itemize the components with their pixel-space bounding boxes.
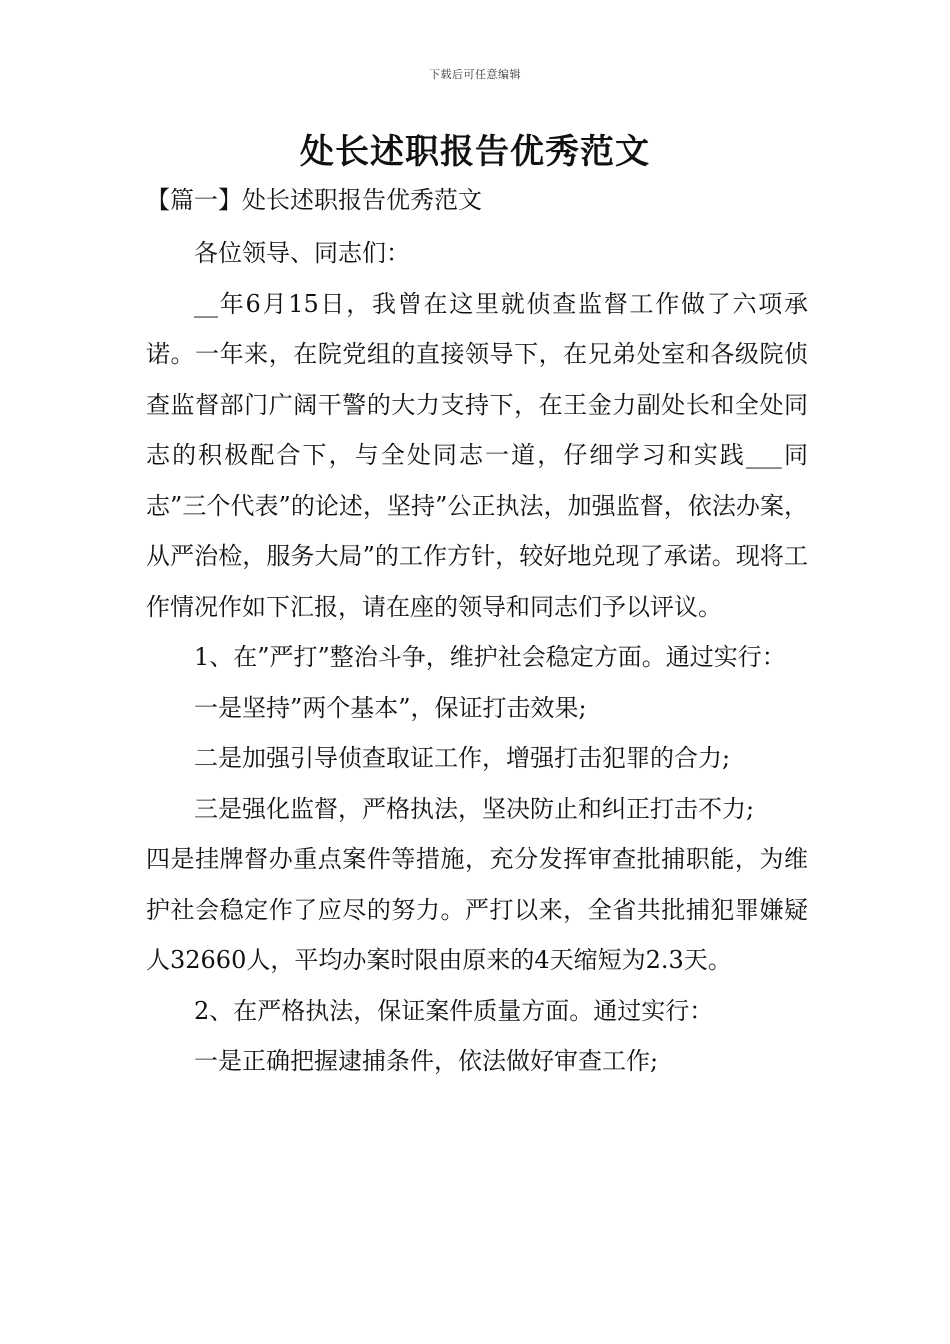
intro-paragraph: __年6月15日，我曾在这里就侦查监督工作做了六项承诺。一年来，在院党组的直接领导下，在兄弟处室和各级院侦查监督部门广阔干警的大力支持下，在王金力副处长和全处同志的积极配合下，与全处同志一道，仔细学习和实践___同志”三个代表”的论述，坚持”公正执法，加强监督，依法办案，从严治检，服务大局”的工作方针，较好地兑现了承诺。现将工作情况作如下汇报，请在座的领导和同志们予以评议。 xyxy=(146,289,808,621)
point-1-heading: 1、在”严打”整治斗争，维护社会稳定方面。通过实行： xyxy=(194,643,786,671)
document-body xyxy=(146,228,808,1087)
point-1-item-1: 一是坚持”两个基本”，保证打击效果; xyxy=(194,693,587,722)
salutation-paragraph: 各位领导、同志们： xyxy=(194,239,410,267)
document-title: 处长述职报告优秀范文 xyxy=(300,132,650,172)
section-heading: 【篇一】处长述职报告优秀范文 xyxy=(146,186,482,214)
point-2-item-1: 一是正确把握逮捕条件，依法做好审查工作; xyxy=(194,1047,659,1075)
point-1-item-4: 四是挂牌督办重点案件等措施，充分发挥审查批捕职能，为维护社会稳定作了应尽的努力。严打以来，全省共批捕犯罪嫌疑人32660人，平均办案时限由原来的4天缩短为2.3天。 xyxy=(146,845,808,974)
point-1-item-2: 二是加强引导侦查取证工作，增强打击犯罪的合力; xyxy=(194,744,731,772)
header-note: 下载后可任意编辑 xyxy=(429,68,521,81)
point-1-item-3: 三是强化监督，严格执法，坚决防止和纠正打击不力; xyxy=(194,794,755,823)
point-2-heading: 2、在严格执法，保证案件质量方面。通过实行： xyxy=(194,996,714,1025)
